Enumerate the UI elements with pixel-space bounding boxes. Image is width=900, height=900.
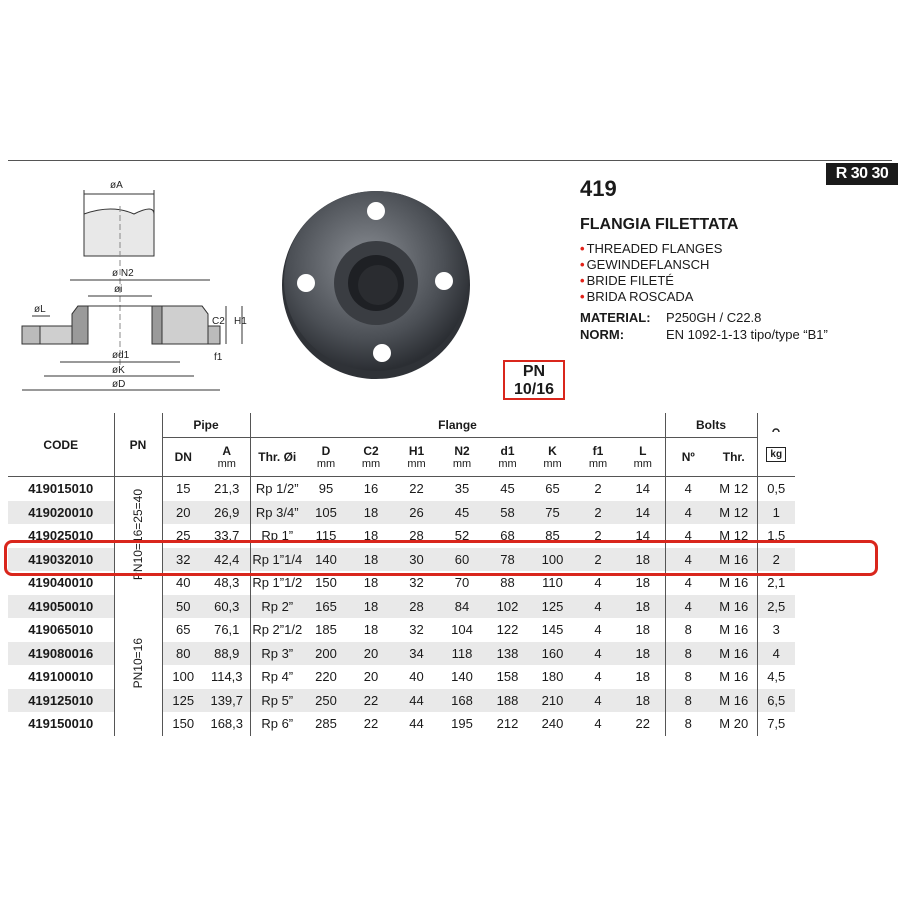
product-title: FLANGIA FILETTATA [580,216,739,233]
group-flange: Flange [250,413,665,438]
cell-f1: 2 [575,548,621,572]
cell-no: 4 [665,501,711,525]
col-l: L mm [633,444,652,470]
cell-n2: 168 [439,689,485,713]
cell-f1: 4 [575,642,621,666]
cell-thr: Rp 2”1/2 [250,618,304,642]
cell-d: 285 [304,712,348,736]
cell-code: 419020010 [8,501,114,525]
col-n2: N2 mm [452,444,472,470]
cell-thr: Rp 1”1/2 [250,571,304,595]
cell-c2: 18 [348,571,394,595]
cell-h1: 30 [394,548,439,572]
cell-dn: 32 [162,548,204,572]
cell-bthr: M 16 [711,571,757,595]
cell-c2: 16 [348,477,394,501]
cell-h1: 32 [394,571,439,595]
cell-f1: 4 [575,712,621,736]
cell-l: 18 [621,665,665,689]
cell-c2: 22 [348,712,394,736]
cell-bthr: M 16 [711,595,757,619]
cell-h1: 26 [394,501,439,525]
cell-d1: 188 [485,689,530,713]
cell-dn: 65 [162,618,204,642]
label-H1: H1 [234,316,247,327]
cell-f1: 2 [575,477,621,501]
col-dn: DN [162,438,204,477]
subtitle-en: • THREADED FLANGES [580,241,723,256]
col-thr: Thr. Øi [250,438,304,477]
cell-l: 14 [621,477,665,501]
cell-l: 18 [621,642,665,666]
label-oL: øL [34,304,46,315]
cell-thr: Rp 2” [250,595,304,619]
cell-d1: 58 [485,501,530,525]
cell-k: 240 [530,712,575,736]
cell-thr: Rp 1”1/4 [250,548,304,572]
cell-f1: 4 [575,689,621,713]
cell-h1: 44 [394,689,439,713]
cell-a: 21,3 [204,477,250,501]
cell-kg: 2,5 [757,595,795,619]
subtitle-de: • GEWINDEFLANSCH [580,257,710,272]
cell-code: 419040010 [8,571,114,595]
cell-no: 4 [665,571,711,595]
cell-code: 419032010 [8,548,114,572]
product-code: 419 [580,176,617,201]
cell-c2: 18 [348,501,394,525]
cell-k: 85 [530,524,575,548]
subtitle-fr: • BRIDE FILETÉ [580,273,674,288]
cell-d1: 102 [485,595,530,619]
col-h1: H1 mm [407,444,426,470]
cell-kg: 2 [757,548,795,572]
cell-f1: 4 [575,595,621,619]
cell-thr: Rp 1/2” [250,477,304,501]
cell-no: 4 [665,548,711,572]
cell-h1: 28 [394,595,439,619]
weight-icon [765,428,787,442]
cell-f1: 2 [575,501,621,525]
cell-d: 185 [304,618,348,642]
norm-value: EN 1092-1-13 tipo/type “B1” [666,327,828,342]
cell-k: 180 [530,665,575,689]
cell-code: 419015010 [8,477,114,501]
label-oi: øi [114,284,123,295]
col-f1: f1 mm [588,444,608,470]
cell-bthr: M 16 [711,548,757,572]
cell-d: 150 [304,571,348,595]
cell-c2: 18 [348,618,394,642]
label-oD: øD [112,379,126,390]
cell-d1: 68 [485,524,530,548]
cell-l: 18 [621,548,665,572]
cell-c2: 22 [348,689,394,713]
cell-d: 140 [304,548,348,572]
cell-n2: 60 [439,548,485,572]
flange-technical-drawing [14,176,264,406]
cell-kg: 3 [757,618,795,642]
cell-k: 75 [530,501,575,525]
cell-thr: Rp 3/4” [250,501,304,525]
label-oN2: ø N2 [112,268,134,279]
col-a: A mm [217,444,236,470]
cell-code: 419025010 [8,524,114,548]
cell-code: 419150010 [8,712,114,736]
cell-h1: 28 [394,524,439,548]
cell-bthr: M 16 [711,689,757,713]
cell-d1: 138 [485,642,530,666]
label-f1: f1 [214,352,223,363]
cell-code: 419050010 [8,595,114,619]
col-kg: kg [757,413,795,477]
cell-f1: 4 [575,618,621,642]
cell-no: 8 [665,689,711,713]
cell-n2: 52 [439,524,485,548]
cell-l: 18 [621,689,665,713]
table-row [8,477,795,501]
group-pipe: Pipe [162,413,250,438]
cell-h1: 34 [394,642,439,666]
cell-bthr: M 12 [711,501,757,525]
cell-no: 8 [665,642,711,666]
cell-no: 4 [665,524,711,548]
label-oK: øK [112,365,125,376]
cell-dn: 15 [162,477,204,501]
flange-photo [280,185,480,385]
cell-code: 419125010 [8,689,114,713]
cell-a: 33,7 [204,524,250,548]
cell-n2: 104 [439,618,485,642]
cell-h1: 32 [394,618,439,642]
cell-no: 4 [665,595,711,619]
col-pn: PN [114,413,162,477]
cell-k: 145 [530,618,575,642]
cell-thr: Rp 3” [250,642,304,666]
cell-a: 76,1 [204,618,250,642]
cell-h1: 22 [394,477,439,501]
cell-l: 18 [621,618,665,642]
cell-kg: 6,5 [757,689,795,713]
top-rule [8,160,892,161]
cell-l: 18 [621,595,665,619]
cell-l: 14 [621,501,665,525]
catalog-badge: R 30 30 [826,163,898,185]
cell-k: 110 [530,571,575,595]
cell-bthr: M 12 [711,524,757,548]
cell-kg: 1,5 [757,524,795,548]
cell-d1: 158 [485,665,530,689]
cell-n2: 45 [439,501,485,525]
cell-thr: Rp 6” [250,712,304,736]
cell-c2: 20 [348,665,394,689]
cell-kg: 4 [757,642,795,666]
cell-n2: 195 [439,712,485,736]
col-c2: C2 mm [361,444,381,470]
cell-a: 114,3 [204,665,250,689]
cell-c2: 20 [348,642,394,666]
cell-d: 105 [304,501,348,525]
material-label: MATERIAL: [580,310,651,325]
cell-k: 100 [530,548,575,572]
cell-code: 419100010 [8,665,114,689]
cell-bthr: M 16 [711,618,757,642]
cell-d1: 45 [485,477,530,501]
cell-d1: 212 [485,712,530,736]
cell-bthr: M 16 [711,665,757,689]
cell-a: 88,9 [204,642,250,666]
cell-l: 22 [621,712,665,736]
cell-code: 419065010 [8,618,114,642]
label-oA: øA [110,180,123,191]
cell-h1: 44 [394,712,439,736]
cell-dn: 20 [162,501,204,525]
cell-f1: 4 [575,571,621,595]
cell-dn: 50 [162,595,204,619]
cell-dn: 40 [162,571,204,595]
material-value: P250GH / C22.8 [666,310,762,325]
cell-a: 60,3 [204,595,250,619]
cell-d1: 78 [485,548,530,572]
cell-dn: 100 [162,665,204,689]
group-bolts: Bolts [665,413,757,438]
cell-c2: 18 [348,548,394,572]
cell-c2: 18 [348,524,394,548]
col-code: CODE [43,437,79,452]
cell-kg: 2,1 [757,571,795,595]
highlight-box [4,540,878,576]
cell-no: 4 [665,477,711,501]
cell-d1: 122 [485,618,530,642]
cell-h1: 40 [394,665,439,689]
cell-a: 48,3 [204,571,250,595]
cell-n2: 140 [439,665,485,689]
cell-thr: Rp 4” [250,665,304,689]
cell-d: 115 [304,524,348,548]
cell-a: 42,4 [204,548,250,572]
cell-no: 8 [665,712,711,736]
cell-f1: 4 [575,665,621,689]
cell-kg: 0,5 [757,477,795,501]
cell-c2: 18 [348,595,394,619]
cell-thr: Rp 5” [250,689,304,713]
col-bolt-no: Nº [665,438,711,477]
col-d1: d1 mm [498,444,517,470]
cell-d: 165 [304,595,348,619]
cell-thr: Rp 1” [250,524,304,548]
cell-k: 210 [530,689,575,713]
cell-kg: 1 [757,501,795,525]
pn-badge: PN 10/16 [503,360,565,400]
col-bolt-thr: Thr. [722,450,745,464]
cell-kg: 7,5 [757,712,795,736]
cell-no: 8 [665,665,711,689]
cell-bthr: M 12 [711,477,757,501]
cell-d: 95 [304,477,348,501]
cell-n2: 35 [439,477,485,501]
cell-dn: 125 [162,689,204,713]
cell-k: 160 [530,642,575,666]
cell-kg: 4,5 [757,665,795,689]
cell-d: 220 [304,665,348,689]
cell-code: 419080016 [8,642,114,666]
cell-d: 200 [304,642,348,666]
cell-dn: 150 [162,712,204,736]
cell-a: 26,9 [204,501,250,525]
cell-d: 250 [304,689,348,713]
col-d: D mm [316,444,336,470]
label-C2: C2 [212,316,225,327]
cell-n2: 84 [439,595,485,619]
cell-bthr: M 20 [711,712,757,736]
cell-bthr: M 16 [711,642,757,666]
cell-d1: 88 [485,571,530,595]
cell-a: 168,3 [204,712,250,736]
label-od1: ød1 [112,350,130,361]
cell-k: 125 [530,595,575,619]
col-k: K mm [543,444,562,470]
table-row [8,595,795,619]
cell-pn-group: PN10=16 [114,595,162,736]
cell-dn: 25 [162,524,204,548]
cell-no: 8 [665,618,711,642]
cell-l: 14 [621,524,665,548]
cell-dn: 80 [162,642,204,666]
subtitle-es: • BRIDA ROSCADA [580,289,694,304]
cell-n2: 118 [439,642,485,666]
cell-n2: 70 [439,571,485,595]
cell-pn-group: PN10=16=25=40 [114,477,162,595]
norm-label: NORM: [580,327,625,342]
cell-f1: 2 [575,524,621,548]
cell-k: 65 [530,477,575,501]
cell-l: 18 [621,571,665,595]
cell-a: 139,7 [204,689,250,713]
